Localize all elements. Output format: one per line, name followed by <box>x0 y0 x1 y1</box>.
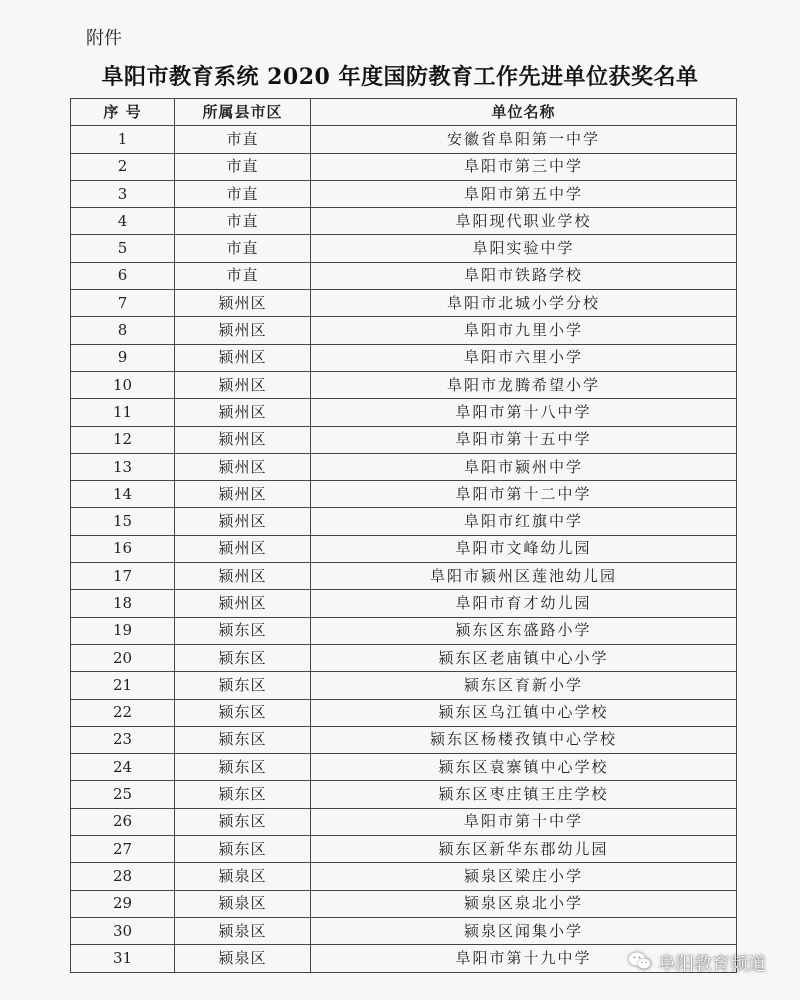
district-cell: 颍东区 <box>175 699 311 726</box>
table-body <box>71 126 737 972</box>
watermark-text: 阜阳教育频道 <box>658 954 766 975</box>
district-cell: 颍州区 <box>175 508 311 535</box>
unit-name-cell: 颍东区袁寨镇中心学校 <box>311 754 737 781</box>
serial-number-cell: 30 <box>71 917 175 944</box>
attachment-label: 附件 <box>86 28 122 49</box>
serial-number-cell: 4 <box>71 208 175 235</box>
table-row <box>71 399 737 426</box>
unit-name-cell: 颍泉区梁庄小学 <box>311 863 737 890</box>
unit-name-cell: 颍东区杨楼孜镇中心学校 <box>311 726 737 753</box>
table-row <box>71 535 737 562</box>
unit-name-cell: 阜阳市第五中学 <box>311 180 737 207</box>
serial-number-cell: 8 <box>71 317 175 344</box>
table-row <box>71 344 737 371</box>
table-row <box>71 508 737 535</box>
unit-name-cell: 颍泉区泉北小学 <box>311 890 737 917</box>
table-row <box>71 290 737 317</box>
serial-number-cell: 11 <box>71 399 175 426</box>
unit-name-cell: 安徽省阜阳第一中学 <box>311 126 737 153</box>
table-row <box>71 317 737 344</box>
table-row <box>71 262 737 289</box>
table-row <box>71 180 737 207</box>
serial-number-cell: 6 <box>71 262 175 289</box>
serial-number-cell: 24 <box>71 754 175 781</box>
unit-name-cell: 阜阳市第十二中学 <box>311 481 737 508</box>
district-cell: 颍东区 <box>175 754 311 781</box>
serial-number-cell: 3 <box>71 180 175 207</box>
district-cell: 颍州区 <box>175 481 311 508</box>
serial-number-cell: 27 <box>71 836 175 863</box>
district-cell: 颍州区 <box>175 399 311 426</box>
table-row <box>71 890 737 917</box>
table-row <box>71 590 737 617</box>
watermark <box>628 950 766 976</box>
header-district: 所属县市区 <box>175 99 311 126</box>
serial-number-cell: 12 <box>71 426 175 453</box>
header-unit-name: 单位名称 <box>311 99 737 126</box>
unit-name-cell: 颍东区枣庄镇王庄学校 <box>311 781 737 808</box>
serial-number-cell: 14 <box>71 481 175 508</box>
unit-name-cell: 阜阳市第十中学 <box>311 808 737 835</box>
table-row <box>71 481 737 508</box>
unit-name-cell: 阜阳市红旗中学 <box>311 508 737 535</box>
table-row <box>71 699 737 726</box>
district-cell: 颍东区 <box>175 781 311 808</box>
district-cell: 市直 <box>175 235 311 262</box>
unit-name-cell: 阜阳市颍州区莲池幼儿园 <box>311 563 737 590</box>
serial-number-cell: 18 <box>71 590 175 617</box>
table-row <box>71 453 737 480</box>
table-header <box>71 99 737 126</box>
unit-name-cell: 阜阳市龙腾希望小学 <box>311 371 737 398</box>
district-cell: 颍泉区 <box>175 917 311 944</box>
unit-name-cell: 阜阳市第十五中学 <box>311 426 737 453</box>
district-cell: 颍州区 <box>175 535 311 562</box>
serial-number-cell: 16 <box>71 535 175 562</box>
unit-name-cell: 阜阳市第十八中学 <box>311 399 737 426</box>
district-cell: 颍泉区 <box>175 890 311 917</box>
unit-name-cell: 阜阳市文峰幼儿园 <box>311 535 737 562</box>
serial-number-cell: 1 <box>71 126 175 153</box>
district-cell: 颍东区 <box>175 726 311 753</box>
district-cell: 市直 <box>175 153 311 180</box>
table-row <box>71 426 737 453</box>
serial-number-cell: 22 <box>71 699 175 726</box>
unit-name-cell: 阜阳市九里小学 <box>311 317 737 344</box>
unit-name-cell: 阜阳市北城小学分校 <box>311 290 737 317</box>
district-cell: 颍东区 <box>175 808 311 835</box>
serial-number-cell: 5 <box>71 235 175 262</box>
serial-number-cell: 26 <box>71 808 175 835</box>
unit-name-cell: 阜阳现代职业学校 <box>311 208 737 235</box>
district-cell: 颍州区 <box>175 371 311 398</box>
table-row <box>71 563 737 590</box>
table-row <box>71 754 737 781</box>
unit-name-cell: 阜阳市第十九中学 <box>311 945 737 972</box>
awards-table <box>70 98 737 973</box>
district-cell: 颍州区 <box>175 563 311 590</box>
serial-number-cell: 19 <box>71 617 175 644</box>
district-cell: 市直 <box>175 262 311 289</box>
table-row <box>71 371 737 398</box>
serial-number-cell: 31 <box>71 945 175 972</box>
district-cell: 颍泉区 <box>175 945 311 972</box>
serial-number-cell: 9 <box>71 344 175 371</box>
serial-number-cell: 23 <box>71 726 175 753</box>
table-row <box>71 808 737 835</box>
serial-number-cell: 15 <box>71 508 175 535</box>
district-cell: 颍州区 <box>175 317 311 344</box>
unit-name-cell: 阜阳市第三中学 <box>311 153 737 180</box>
district-cell: 市直 <box>175 126 311 153</box>
table-row <box>71 644 737 671</box>
serial-number-cell: 2 <box>71 153 175 180</box>
district-cell: 颍东区 <box>175 617 311 644</box>
serial-number-cell: 20 <box>71 644 175 671</box>
serial-number-cell: 7 <box>71 290 175 317</box>
serial-number-cell: 17 <box>71 563 175 590</box>
table-row <box>71 917 737 944</box>
serial-number-cell: 25 <box>71 781 175 808</box>
table-row <box>71 617 737 644</box>
table-row <box>71 126 737 153</box>
header-row <box>71 99 737 126</box>
district-cell: 市直 <box>175 208 311 235</box>
document-title: 阜阳市教育系统 2020 年度国防教育工作先进单位获奖名单 <box>101 64 699 90</box>
unit-name-cell: 阜阳市育才幼儿园 <box>311 590 737 617</box>
unit-name-cell: 颍东区东盛路小学 <box>311 617 737 644</box>
table-row <box>71 781 737 808</box>
district-cell: 颍东区 <box>175 644 311 671</box>
district-cell: 颍州区 <box>175 590 311 617</box>
district-cell: 颍州区 <box>175 344 311 371</box>
table-row <box>71 836 737 863</box>
serial-number-cell: 28 <box>71 863 175 890</box>
district-cell: 颍州区 <box>175 426 311 453</box>
wechat-icon <box>628 951 652 976</box>
unit-name-cell: 颍泉区闻集小学 <box>311 917 737 944</box>
district-cell: 颍东区 <box>175 836 311 863</box>
table-row <box>71 153 737 180</box>
unit-name-cell: 阜阳市铁路学校 <box>311 262 737 289</box>
district-cell: 颍州区 <box>175 453 311 480</box>
serial-number-cell: 21 <box>71 672 175 699</box>
table-row <box>71 672 737 699</box>
district-cell: 市直 <box>175 180 311 207</box>
unit-name-cell: 颍东区新华东郡幼儿园 <box>311 836 737 863</box>
district-cell: 颍州区 <box>175 290 311 317</box>
unit-name-cell: 颍东区老庙镇中心小学 <box>311 644 737 671</box>
serial-number-cell: 29 <box>71 890 175 917</box>
table-row <box>71 235 737 262</box>
district-cell: 颍泉区 <box>175 863 311 890</box>
table-row <box>71 863 737 890</box>
serial-number-cell: 10 <box>71 371 175 398</box>
header-serial-number: 序 号 <box>71 99 175 126</box>
unit-name-cell: 阜阳市颍州中学 <box>311 453 737 480</box>
unit-name-cell: 颍东区育新小学 <box>311 672 737 699</box>
unit-name-cell: 颍东区乌江镇中心学校 <box>311 699 737 726</box>
table-row <box>71 208 737 235</box>
serial-number-cell: 13 <box>71 453 175 480</box>
unit-name-cell: 阜阳实验中学 <box>311 235 737 262</box>
table-row <box>71 726 737 753</box>
unit-name-cell: 阜阳市六里小学 <box>311 344 737 371</box>
district-cell: 颍东区 <box>175 672 311 699</box>
